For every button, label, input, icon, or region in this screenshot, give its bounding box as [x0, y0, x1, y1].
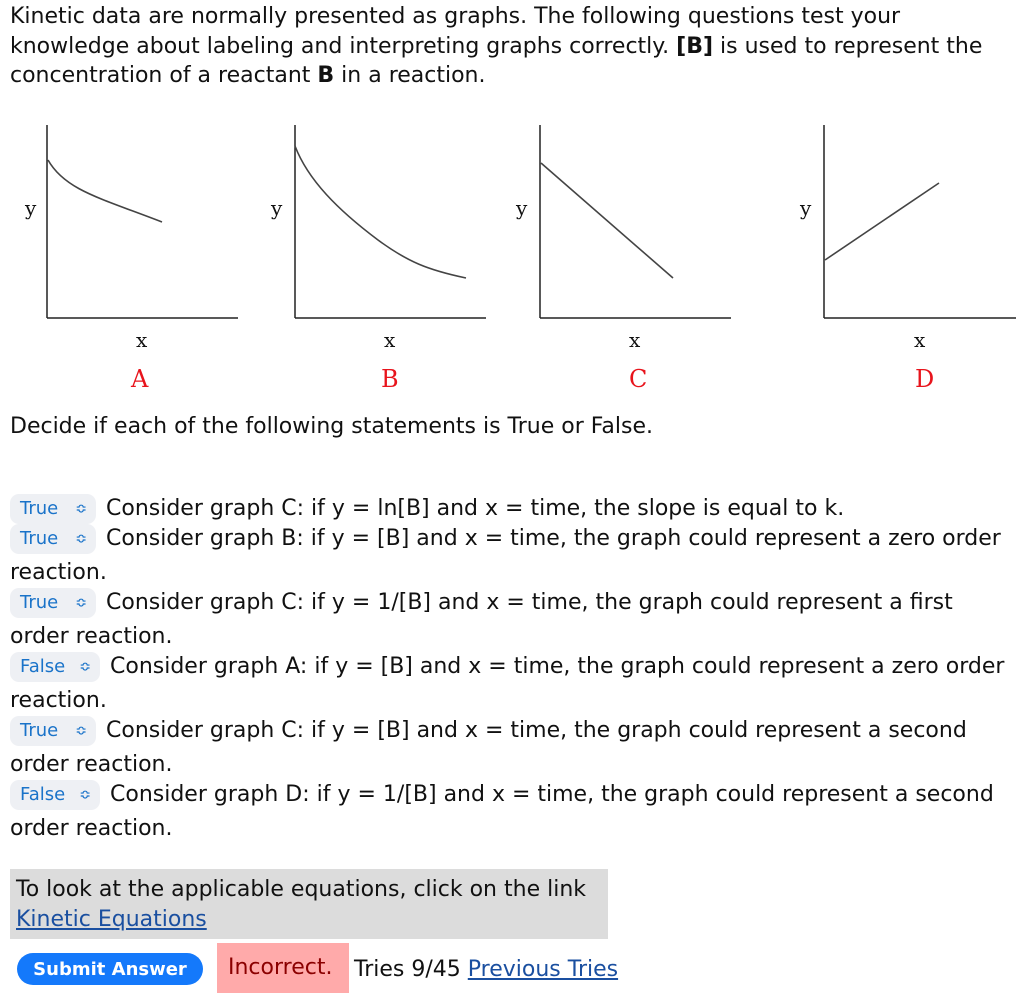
answer-select[interactable]	[10, 716, 96, 746]
graph-d-y-label: y	[800, 196, 812, 220]
tries-count: Tries 9/45	[354, 957, 461, 982]
graph-c-svg	[513, 120, 743, 395]
graph-b-x-label: x	[384, 328, 396, 352]
previous-tries-link[interactable]: Previous Tries	[467, 957, 619, 982]
submit-answer-button[interactable]: Submit Answer	[17, 953, 203, 985]
graph-a-y-label: y	[25, 196, 37, 220]
answer-select[interactable]	[10, 780, 100, 810]
statement-text: Consider graph B: if y = [B] and x = time, the graph could represent a zero order reaction.	[10, 525, 1001, 585]
statement-list	[10, 492, 1015, 842]
intro-bold-concentration: [B]	[676, 33, 714, 59]
intro-text-3: in a reaction.	[334, 63, 486, 88]
intro-text-2: is used to represent the concentration of a reactant	[10, 33, 983, 88]
updown-chevron-icon: ≎	[79, 786, 91, 803]
statement-item	[10, 650, 1015, 719]
graph-a	[20, 120, 250, 401]
graph-b-letter: B	[381, 365, 399, 393]
answer-select[interactable]	[10, 494, 96, 524]
graph-d	[797, 120, 1019, 401]
graph-d-letter: D	[915, 365, 935, 393]
answer-select-value: True	[20, 719, 59, 741]
tries-info	[354, 955, 618, 985]
graph-b-curve	[295, 146, 466, 278]
graph-d-svg	[797, 120, 1019, 395]
hint-text: To look at the applicable equations, click on the link	[16, 877, 587, 902]
answer-select-value: True	[20, 527, 59, 549]
updown-chevron-icon: ≎	[79, 658, 91, 675]
updown-chevron-icon: ≎	[75, 530, 87, 547]
graph-c-letter: C	[629, 365, 648, 393]
answer-select-value: True	[20, 498, 59, 519]
answer-select-value: True	[20, 591, 59, 613]
graph-a-curve	[48, 160, 162, 222]
graph-a-letter: A	[131, 365, 149, 393]
graph-b-y-label: y	[271, 196, 283, 220]
statement-text: Consider graph C: if y = ln[B] and x = time, the slope is equal to k.	[106, 496, 845, 521]
intro-bold-reactant: B	[317, 63, 335, 88]
statement-item	[10, 586, 1015, 655]
statement-text: Consider graph C: if y = 1/[B] and x = time, the graph could represent a first order reaction.	[10, 589, 953, 649]
answer-select-value: False	[20, 783, 66, 805]
statement-item	[10, 778, 1015, 847]
intro-paragraph	[10, 2, 1010, 91]
statement-text: Consider graph A: if y = [B] and x = time, the graph could represent a zero order reaction.	[10, 653, 1005, 713]
graph-d-line	[825, 183, 939, 260]
hint-box	[10, 869, 608, 939]
graph-d-x-label: x	[914, 328, 926, 352]
graph-a-x-label: x	[136, 328, 148, 352]
answer-select[interactable]	[10, 652, 100, 682]
updown-chevron-icon: ≎	[75, 722, 87, 739]
answer-select[interactable]	[10, 524, 96, 554]
intro-text-1: Kinetic data are normally presented as graphs. The following questions test your knowledge about labeling and interpreting graphs correctly.	[10, 4, 901, 59]
graph-c-x-label: x	[629, 328, 641, 352]
statement-item	[10, 522, 1015, 591]
updown-chevron-icon: ≎	[75, 501, 87, 517]
graph-a-svg	[20, 120, 250, 395]
statement-item	[10, 714, 1015, 783]
status-badge: Incorrect.	[217, 943, 349, 993]
statement-text: Consider graph C: if y = [B] and x = time, the graph could represent a second order reaction.	[10, 717, 967, 777]
updown-chevron-icon: ≎	[75, 594, 87, 611]
answer-select-value: False	[20, 655, 66, 677]
graph-b-svg	[268, 120, 498, 395]
graph-c-line	[541, 163, 673, 278]
statement-text: Consider graph D: if y = 1/[B] and x = time, the graph could represent a second order reaction.	[10, 781, 994, 841]
answer-select[interactable]	[10, 588, 96, 618]
graph-c-y-label: y	[516, 196, 528, 220]
instructions: Decide if each of the following statements is True or False.	[10, 414, 653, 439]
graph-b	[268, 120, 498, 401]
graph-c	[513, 120, 743, 401]
kinetic-equations-link[interactable]: Kinetic Equations	[16, 907, 207, 932]
